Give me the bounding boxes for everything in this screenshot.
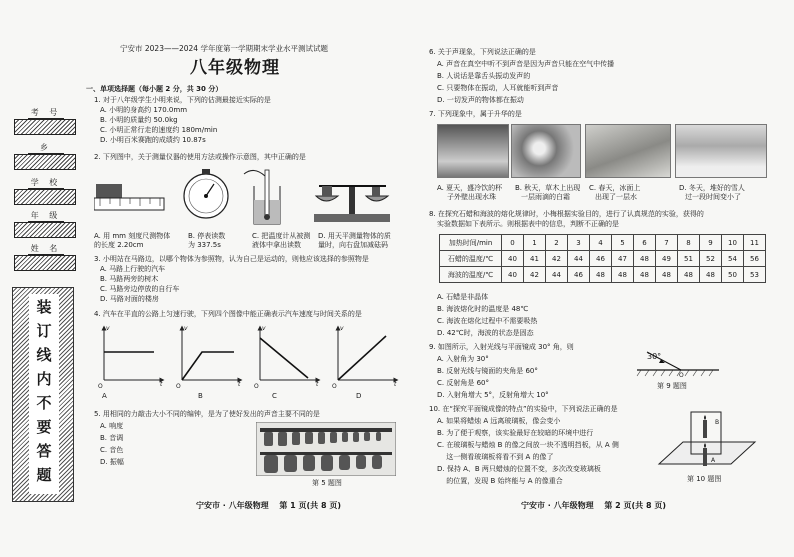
- table-cell: 53: [744, 267, 766, 283]
- table-cell: 48: [656, 267, 678, 283]
- q2-stem: 2. 下列图中，关于测量仪器的使用方法或操作示意图，其中正确的是: [94, 153, 306, 161]
- graph-b-origin: O: [176, 383, 181, 390]
- table-cell: 2: [546, 235, 568, 251]
- table-cell: 40: [502, 251, 524, 267]
- table-cell: 51: [678, 251, 700, 267]
- q10-mirror-experiment-figure: [653, 406, 759, 472]
- q8-stem-2: 实验数据如下表所示。则根据表中的信息，判断不正确的是: [437, 220, 619, 228]
- graph-d-origin: O: [332, 383, 337, 390]
- q10-option-d-cont: 的位置，发现 B 始终能与 A 的像重合: [437, 477, 563, 485]
- q1-option-b[interactable]: B. 小明的质量约 50.0kg: [100, 116, 178, 124]
- q8-option-c[interactable]: C. 海波在熔化过程中不需要吸热: [437, 317, 538, 325]
- graph-b-axis-v: v: [184, 325, 188, 332]
- table-cell: 6: [634, 235, 656, 251]
- q2-caption-b-2: 为 337.5s: [188, 241, 221, 249]
- exam-title: 宁安市 2023——2024 学年度第一学期期末学业水平测试试题: [120, 44, 328, 53]
- q7-photo-d: [675, 124, 767, 178]
- q9-option-a[interactable]: A. 入射角为 30°: [437, 355, 489, 363]
- table-cell: 48: [612, 267, 634, 283]
- q6-option-b[interactable]: B. 人说话是靠舌头振动发声的: [437, 72, 531, 80]
- q8-option-d[interactable]: D. 42℃时，海波的状态是固态: [437, 329, 534, 337]
- q2-caption-c-1[interactable]: C. 把温度计从被测: [252, 232, 311, 240]
- q2-caption-c-2: 液体中拿出读数: [252, 241, 301, 249]
- q10-option-c[interactable]: C. 在玻璃板与蜡烛 B 的像之间放一块不透明挡板，从 A 侧: [437, 441, 619, 449]
- q10-option-c-cont: 这一侧看玻璃板将看不到 A 的像了: [437, 453, 554, 461]
- table-cell: 44: [546, 267, 568, 283]
- seal-char: 订: [36, 322, 52, 340]
- q2-caption-d-1[interactable]: D. 用天平测量物体的质: [318, 232, 391, 240]
- seal-char: 不: [36, 394, 52, 412]
- table-cell: 8: [678, 235, 700, 251]
- q7-photo-b: [511, 124, 581, 178]
- q9-option-d[interactable]: D. 入射角增大 5°，反射角增大 10°: [437, 391, 549, 399]
- field-box-name[interactable]: [14, 255, 76, 271]
- q8-data-table: [439, 234, 766, 283]
- table-cell: 48: [590, 267, 612, 283]
- q7-stem: 7. 下列现象中，属于升华的是: [429, 110, 522, 118]
- table-cell: 4: [590, 235, 612, 251]
- table-cell: 54: [722, 251, 744, 267]
- q7-caption-c-2: 出现了一层水: [595, 193, 637, 201]
- field-box-exam-number[interactable]: [14, 119, 76, 135]
- q5-option-a[interactable]: A. 响度: [100, 422, 124, 430]
- q3-option-a[interactable]: A. 马路上行驶的汽车: [100, 265, 166, 273]
- binding-strip: [8, 95, 78, 495]
- q3-stem: 3. 小明站在马路边，以哪个物体为参照物，认为自己是运动的，则他应该选择的参照物是: [94, 255, 369, 263]
- q1-stem: 1. 对于八年级学生小明来说，下列的估测最接近实际的是: [94, 96, 271, 104]
- q8-option-b[interactable]: B. 海波熔化时的温度是 48℃: [437, 305, 529, 313]
- q7-photo-c: [585, 124, 671, 178]
- graph-b-label[interactable]: B: [198, 392, 203, 400]
- q6-option-c[interactable]: C. 只要物体在振动，人耳就能听到声音: [437, 84, 559, 92]
- table-cell: 1: [524, 235, 546, 251]
- table-cell: 50: [722, 267, 744, 283]
- table-cell: 48: [678, 267, 700, 283]
- field-label-school: 学 校: [28, 177, 64, 189]
- q7-caption-b-2: 一层雨滴的白霜: [521, 193, 570, 201]
- graph-c-axis-v: v: [262, 325, 266, 332]
- q7-photo-a: [437, 124, 509, 178]
- graph-d-label[interactable]: D: [356, 392, 362, 400]
- seal-char: 内: [36, 370, 52, 388]
- page-1: [80, 0, 410, 557]
- q4-graphs: [100, 324, 400, 386]
- seal-char: 要: [36, 418, 52, 436]
- table-cell: 42: [524, 267, 546, 283]
- table-cell: 46: [568, 267, 590, 283]
- q6-stem: 6. 关于声现象，下列说法正确的是: [429, 48, 536, 56]
- graph-c-origin: O: [254, 383, 259, 390]
- graph-c: [260, 328, 318, 380]
- q10-option-a[interactable]: A. 如果将蜡烛 A 远离玻璃板，像会变小: [437, 417, 561, 425]
- q9-angle-label: 30°: [647, 352, 662, 361]
- graph-c-label[interactable]: C: [272, 392, 277, 400]
- q8-option-a[interactable]: A. 石蜡是非晶体: [437, 293, 489, 301]
- q1-option-d[interactable]: D. 小明百米赛跑的成绩约 10.87s: [100, 136, 206, 144]
- table-header-row: [440, 235, 766, 251]
- graph-d-axis-v: v: [340, 325, 344, 332]
- table-cell: 7: [656, 235, 678, 251]
- seal-char: 装: [36, 298, 52, 316]
- q7-caption-c-1[interactable]: C. 春天，冰面上: [589, 184, 641, 192]
- table-cell: 9: [700, 235, 722, 251]
- q5-option-b[interactable]: B. 音调: [100, 434, 124, 442]
- table-cell: 3: [568, 235, 590, 251]
- q2-caption-a-2: 的长度 2.20cm: [94, 241, 144, 249]
- q10-stem: 10. 在“探究平面镜成像的特点”的实验中，下列说法正确的是: [429, 405, 618, 413]
- q6-option-d[interactable]: D. 一切发声的物体都在振动: [437, 96, 524, 104]
- page-2: [425, 0, 780, 557]
- q7-caption-d-2: 过一段时间变小了: [685, 193, 741, 201]
- table-cell: 48: [700, 267, 722, 283]
- q7-caption-a-1[interactable]: A. 夏天，盛冷饮的杯: [437, 184, 503, 192]
- table-row: [440, 267, 766, 283]
- q5-figure-caption: 第 5 题图: [312, 479, 342, 487]
- q1-option-c[interactable]: C. 小明正常行走的速度约 180m/min: [100, 126, 218, 134]
- q10-label-b: B: [715, 419, 720, 426]
- q10-option-b[interactable]: B. 为了便于观察，该实验最好在较暗的环境中进行: [437, 429, 594, 437]
- q5-option-d[interactable]: D. 振幅: [100, 458, 124, 466]
- table-row: [440, 251, 766, 267]
- q2-caption-b-1[interactable]: B. 停表读数: [188, 232, 226, 240]
- table-cell: 42: [546, 251, 568, 267]
- binding-seal: [12, 287, 74, 502]
- q7-caption-a-2: 子外壁出现水珠: [447, 193, 496, 201]
- field-label-township: 乡: [28, 142, 64, 154]
- field-label-name: 姓 名: [28, 243, 64, 255]
- q9-figure-caption: 第 9 题图: [657, 382, 687, 390]
- q8-stem-1: 8. 在探究石蜡和海波的熔化规律时，小梅根据实验目的，进行了认真规范的实验，获得的: [429, 210, 704, 218]
- q6-option-a[interactable]: A. 声音在真空中听不到声音是因为声音只能在空气中传播: [437, 60, 615, 68]
- q5-option-c[interactable]: C. 音色: [100, 446, 124, 454]
- q10-figure-caption: 第 10 题图: [687, 475, 722, 483]
- graph-d-axis-t: t: [394, 381, 397, 388]
- q2-caption-d-2: 量时，向右盘加减砝码: [318, 241, 388, 249]
- graph-b: [182, 328, 240, 380]
- table-cell: 47: [612, 251, 634, 267]
- seal-char: 题: [36, 466, 52, 484]
- graph-a-origin: O: [98, 383, 103, 390]
- q2-caption-a-1[interactable]: A. 用 mm 刻度尺测物体: [94, 232, 171, 240]
- field-box-grade[interactable]: [14, 222, 76, 238]
- q7-caption-d-1[interactable]: D. 冬天，堆好的雪人: [679, 184, 745, 192]
- thermometer-figure: [244, 170, 280, 224]
- section-heading: 一、单项选择题（每小题 2 分，共 30 分）: [86, 85, 223, 93]
- q5-stem: 5. 用相同的力敲击大小不同的编钟，是为了使好发出的声音主要不同的是: [94, 410, 320, 418]
- table-cell: 加热时间/min: [440, 235, 502, 251]
- table-cell: 40: [502, 267, 524, 283]
- q7-caption-b-1[interactable]: B. 秋天，草木上出现: [515, 184, 581, 192]
- q9-option-c[interactable]: C. 反射角是 60°: [437, 379, 489, 387]
- table-cell: 10: [722, 235, 744, 251]
- graph-a-axis-v: v: [106, 325, 110, 332]
- q10-option-d[interactable]: D. 保持 A、B 两只蜡烛的位置不变，多次改变玻璃板: [437, 465, 601, 473]
- stopwatch-figure: [184, 169, 228, 218]
- q2-figures: [94, 166, 394, 228]
- table-cell: 11: [744, 235, 766, 251]
- subject-title: 八年级物理: [190, 58, 280, 78]
- q9-option-b[interactable]: B. 反射光线与镜面的夹角是 60°: [437, 367, 538, 375]
- ruler-figure: [94, 184, 164, 210]
- q1-option-a[interactable]: A. 小明的身高约 170.0mm: [100, 106, 188, 114]
- graph-a-axis-t: t: [160, 381, 163, 388]
- seal-char: 线: [36, 346, 52, 364]
- table-cell: 0: [502, 235, 524, 251]
- table-cell: 56: [744, 251, 766, 267]
- q4-stem: 4. 汽车在平直的公路上匀速行驶，下列四个图像中能正确表示汽车速度与时间关系的是: [94, 310, 362, 318]
- page-1-footer: 宁安市 · 八年级物理 第 1 页(共 8 页): [196, 501, 341, 510]
- field-box-school[interactable]: [14, 189, 76, 205]
- table-cell: 海波的温度/℃: [440, 267, 502, 283]
- seal-char: 答: [36, 442, 52, 460]
- field-box-township[interactable]: [14, 154, 76, 170]
- q9-origin-label: O: [679, 372, 684, 379]
- graph-a: [104, 328, 162, 380]
- table-cell: 52: [700, 251, 722, 267]
- q3-option-d[interactable]: D. 马路对面的楼房: [100, 295, 159, 303]
- q3-option-b[interactable]: B. 马路两旁的树木: [100, 275, 159, 283]
- q10-label-a: A: [711, 457, 716, 464]
- table-cell: 48: [634, 251, 656, 267]
- q3-option-c[interactable]: C. 马路旁边停放的自行车: [100, 285, 180, 293]
- graph-a-label[interactable]: A: [102, 392, 107, 400]
- graph-d: [338, 328, 396, 380]
- table-cell: 46: [590, 251, 612, 267]
- field-label-exam-number: 考 号: [28, 107, 64, 119]
- q9-stem: 9. 如图所示，入射光线与平面镜成 30° 角，则: [429, 343, 574, 351]
- balance-figure: [314, 186, 390, 222]
- graph-c-axis-t: t: [316, 381, 319, 388]
- field-label-grade: 年 级: [28, 210, 64, 222]
- table-cell: 49: [656, 251, 678, 267]
- table-cell: 石蜡的温度/℃: [440, 251, 502, 267]
- table-cell: 5: [612, 235, 634, 251]
- graph-b-axis-t: t: [238, 381, 241, 388]
- bells-figure: [256, 422, 396, 476]
- table-cell: 48: [634, 267, 656, 283]
- table-cell: 44: [568, 251, 590, 267]
- page-2-footer: 宁安市 · 八年级物理 第 2 页(共 8 页): [521, 501, 666, 510]
- table-cell: 41: [524, 251, 546, 267]
